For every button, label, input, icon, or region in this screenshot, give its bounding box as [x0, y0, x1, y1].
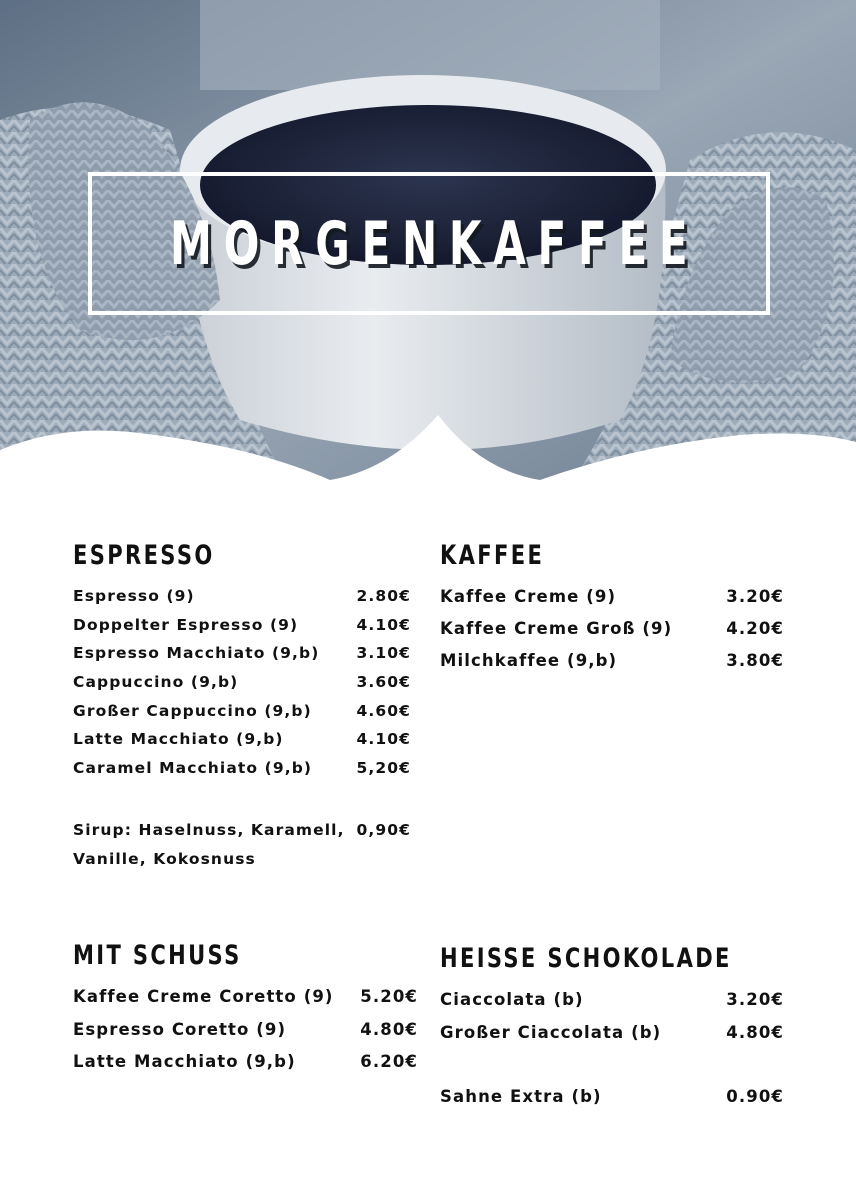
item-price: 0.90€	[726, 1087, 784, 1106]
item-price: 3.10€	[356, 644, 411, 663]
section-heisse-schokolade	[440, 943, 784, 1120]
menu-item	[73, 987, 418, 1020]
item-name: Espresso Macchiato (9,b)	[73, 644, 320, 663]
item-name: Doppelter Espresso (9)	[73, 615, 299, 634]
item-price: 5.20€	[360, 987, 418, 1006]
menu-item	[73, 1020, 418, 1053]
item-price: 4.80€	[360, 1019, 418, 1039]
menu-item	[440, 651, 784, 683]
item-price: 3.20€	[726, 990, 784, 1009]
item-name: Latte Macchiato (9,b)	[73, 1052, 296, 1071]
menu-item	[73, 1052, 418, 1085]
item-price: 4.80€	[726, 1022, 784, 1042]
menu-item	[440, 1023, 784, 1056]
section-title-heisse-schokolade: HEISSE SCHOKOLADE	[440, 943, 732, 974]
item-name: Sahne Extra (b)	[440, 1087, 602, 1106]
item-price: 4.10€	[356, 730, 411, 749]
item-price: 3.80€	[726, 651, 784, 670]
item-name: Kaffee Creme Coretto (9)	[73, 987, 334, 1006]
menu-item	[440, 587, 784, 619]
item-price: 2.80€	[356, 587, 411, 605]
menu-item	[73, 673, 411, 702]
item-name: Cappuccino (9,b)	[73, 673, 239, 692]
hero-banner	[0, 0, 856, 500]
item-name: Ciaccolata (b)	[440, 990, 584, 1009]
item-price: 3.20€	[726, 587, 784, 606]
item-name: Sirup: Haselnuss, Karamell, Vanille, Kokosnuss	[73, 820, 345, 868]
item-price: 4.60€	[356, 701, 411, 720]
item-name: Großer Ciaccolata (b)	[440, 1022, 662, 1042]
menu-item	[440, 619, 784, 651]
item-price: 5,20€	[356, 759, 411, 778]
item-name: Großer Cappuccino (9,b)	[73, 701, 312, 720]
section-kaffee	[440, 540, 784, 683]
menu-item	[73, 702, 411, 731]
menu-title: MORGENKAFFEE	[170, 208, 700, 279]
item-price: 0,90€	[356, 820, 411, 839]
section-title-mit-schuss: MIT SCHUSS	[73, 940, 242, 971]
section-mit-schuss	[73, 940, 418, 1085]
item-name: Kaffee Creme (9)	[440, 587, 617, 606]
item-name: Espresso Coretto (9)	[73, 1019, 287, 1039]
item-name: Caramel Macchiato (9,b)	[73, 759, 313, 778]
item-name: Kaffee Creme Groß (9)	[440, 619, 673, 638]
menu-item-sahne	[440, 1087, 784, 1120]
menu-item	[73, 644, 411, 673]
item-price: 3.60€	[356, 673, 411, 692]
menu-item-sirup	[73, 816, 411, 874]
section-title-kaffee: KAFFEE	[440, 540, 545, 571]
item-name: Latte Macchiato (9,b)	[73, 730, 284, 749]
menu-item	[73, 616, 411, 645]
item-price: 4.10€	[356, 615, 411, 634]
section-title-espresso: ESPRESSO	[73, 540, 215, 571]
title-frame	[88, 172, 770, 315]
item-price: 6.20€	[360, 1052, 418, 1071]
menu-item	[73, 730, 411, 759]
menu-item	[73, 587, 411, 616]
item-name: Espresso (9)	[73, 587, 195, 605]
item-price: 4.20€	[726, 619, 784, 638]
menu-item	[73, 759, 411, 788]
item-name: Milchkaffee (9,b)	[440, 651, 618, 670]
section-espresso	[73, 540, 411, 874]
menu-item	[440, 990, 784, 1023]
